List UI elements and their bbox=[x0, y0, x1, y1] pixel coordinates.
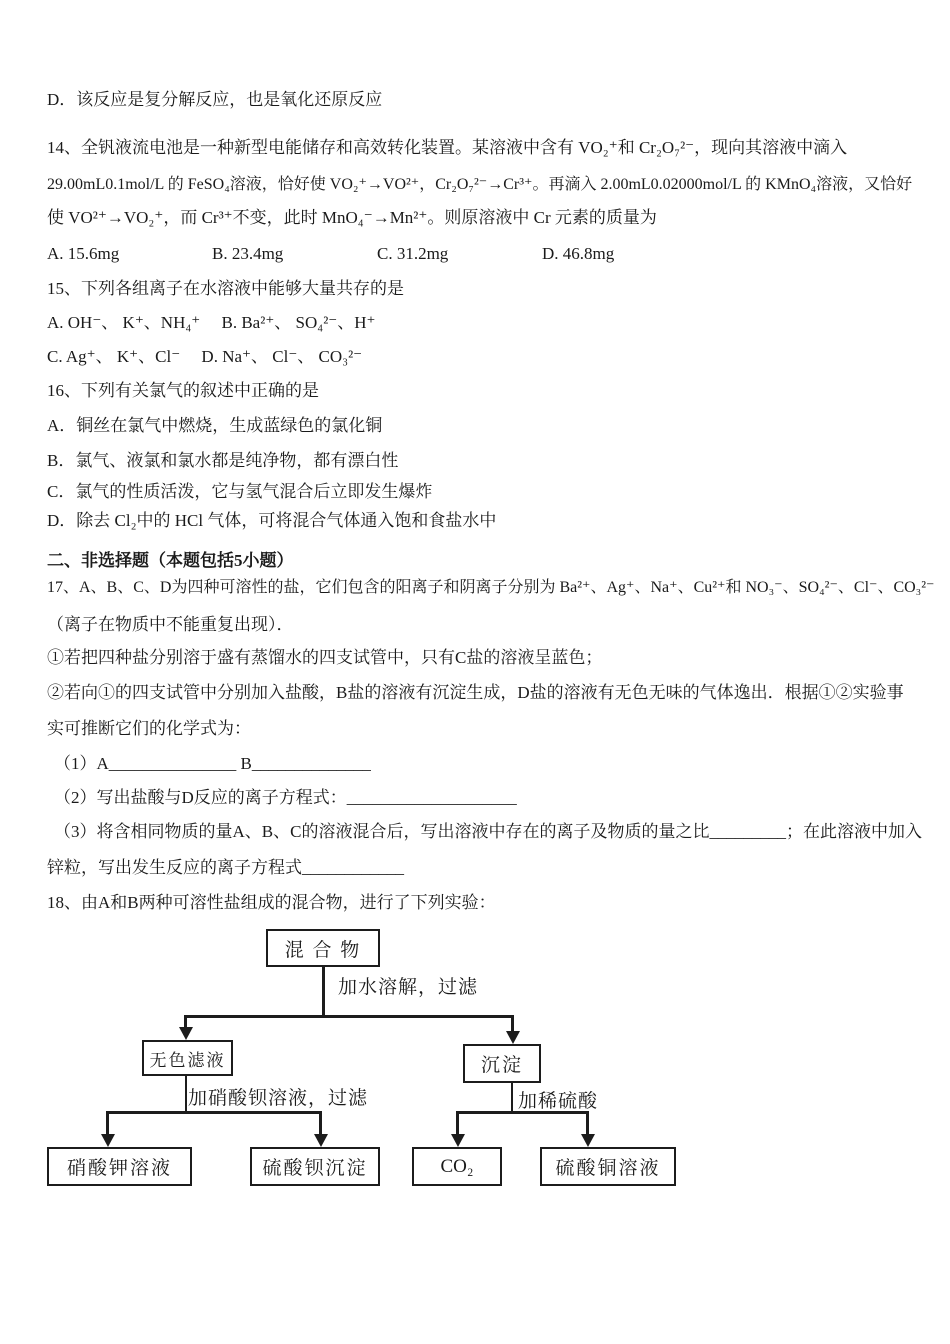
line-q13-option-d: D．该反应是复分解反应，也是氧化还原反应 bbox=[47, 90, 383, 109]
flow-arrow-to-cuso4 bbox=[581, 1134, 595, 1147]
line-q16-option-b: B．氯气、液氯和氯水都是纯净物，都有漂白性 bbox=[47, 451, 399, 470]
flow-arrow-to-co2 bbox=[451, 1134, 465, 1147]
q14-option-c: C. 31.2mg bbox=[377, 244, 449, 263]
q14-option-d: D. 46.8mg bbox=[542, 244, 615, 263]
flow-box-co2: CO₂ bbox=[412, 1147, 502, 1186]
line-q17-clue-2b: 实可推断它们的化学式为： bbox=[47, 719, 251, 738]
flow-connector-precipitate-down bbox=[511, 1081, 513, 1114]
q18-flowchart bbox=[0, 920, 950, 1230]
flow-connector-left-stem-3 bbox=[319, 1111, 322, 1136]
line-q16-option-c: C．氯气的性质活泼，它与氢气混合后立即发生爆炸 bbox=[47, 482, 433, 501]
flow-connector-right-stem-2 bbox=[456, 1111, 459, 1136]
flow-label-dissolve-filter: 加水溶解，过滤 bbox=[338, 977, 479, 998]
flow-box-baso4-precipitate: 硫酸钡沉淀 bbox=[250, 1147, 380, 1186]
flow-connector-mixture-down bbox=[322, 965, 325, 1017]
line-q17-stem-2: （离子在物质中不能重复出现）． bbox=[47, 615, 294, 634]
line-q15-options-cd: C. Ag⁺、 K⁺、Cl⁻ D. Na⁺、 Cl⁻、 CO₃²⁻ bbox=[47, 347, 363, 366]
section-2-header: 二、非选择题（本题包括5小题） bbox=[47, 551, 294, 570]
line-q14-stem-1: 14、全钒液流电池是一种新型电能储存和高效转化装置。某溶液中含有 VO₂⁺和 Cr₂O₇²⁻，现向其溶液中滴入 bbox=[47, 138, 848, 157]
q14-option-b: B. 23.4mg bbox=[212, 244, 284, 263]
flow-label-add-dilute-sulfuric-acid: 加稀硫酸 bbox=[518, 1091, 599, 1112]
line-q17-blank-3b: 锌粒，写出发生反应的离子方程式____________ bbox=[47, 858, 404, 877]
q14-options-row bbox=[47, 242, 614, 266]
line-q15-stem: 15、下列各组离子在水溶液中能够大量共存的是 bbox=[47, 279, 404, 298]
flow-box-kno3-solution: 硝酸钾溶液 bbox=[47, 1147, 192, 1186]
flow-connector-filtrate-down bbox=[185, 1074, 187, 1113]
line-q16-option-d: D．除去 Cl₂中的 HCl 气体，可将混合气体通入饱和食盐水中 bbox=[47, 511, 497, 530]
line-q17-blank-3: （3）将含相同物质的量A、B、C的溶液混合后，写出溶液中存在的离子及物质的量之比_________；在此溶液中加入 bbox=[54, 822, 922, 841]
line-q16-stem: 16、下列有关氯气的叙述中正确的是 bbox=[47, 381, 319, 400]
line-q15-options-ab: A. OH⁻、 K⁺、NH₄⁺ B. Ba²⁺、 SO₄²⁻、H⁺ bbox=[47, 313, 376, 332]
line-q14-stem-3: 使 VO²⁺→VO₂⁺，而 Cr³⁺不变，此时 MnO₄⁻→Mn²⁺。则原溶液中 Cr 元素的质量为 bbox=[47, 208, 657, 227]
line-q17-blank-1: （1）A_______________ B______________ bbox=[54, 754, 371, 773]
line-q16-option-a: A．铜丝在氯气中燃烧，生成蓝绿色的氯化铜 bbox=[47, 416, 383, 435]
line-q17-clue-2: ②若向①的四支试管中分别加入盐酸，B盐的溶液有沉淀生成，D盐的溶液有无色无味的气体逸出．根据①②实验事 bbox=[47, 683, 904, 702]
flow-connector-split-2 bbox=[106, 1111, 322, 1114]
flow-box-cuso4-solution: 硫酸铜溶液 bbox=[540, 1147, 676, 1186]
line-q18-stem: 18、由A和B两种可溶性盐组成的混合物，进行了下列实验： bbox=[47, 893, 496, 912]
line-q17-clue-1: ①若把四种盐分别溶于盛有蒸馏水的四支试管中，只有C盐的溶液呈蓝色； bbox=[47, 648, 603, 667]
flow-arrow-to-kno3 bbox=[101, 1134, 115, 1147]
line-q17-blank-2: （2）写出盐酸与D反应的离子方程式：____________________ bbox=[54, 788, 517, 807]
line-q14-stem-2: 29.00mL0.1mol/L 的 FeSO₄溶液，恰好使 VO₂⁺→VO²⁺，Cr₂O₇²⁻→Cr³⁺。再滴入 2.00mL0.02000mol/L 的 KMnO₄溶液，又恰好 bbox=[47, 176, 913, 193]
flow-connector-right-stem-3 bbox=[586, 1111, 589, 1136]
flow-arrow-to-filtrate bbox=[179, 1027, 193, 1040]
flow-label-add-barium-nitrate: 加硝酸钡溶液，过滤 bbox=[188, 1088, 369, 1109]
flow-arrow-to-precipitate bbox=[506, 1031, 520, 1044]
flow-arrow-to-baso4 bbox=[314, 1134, 328, 1147]
flow-connector-split-1 bbox=[184, 1015, 514, 1018]
q14-option-a: A. 15.6mg bbox=[47, 244, 120, 263]
flow-connector-left-stem-2 bbox=[106, 1111, 109, 1136]
flow-box-mixture: 混 合 物 bbox=[266, 929, 380, 967]
flow-box-filtrate: 无色滤液 bbox=[142, 1040, 233, 1076]
flow-box-precipitate: 沉淀 bbox=[463, 1044, 541, 1083]
line-q17-stem-1: 17、A、B、C、D为四种可溶性的盐，它们包含的阳离子和阴离子分别为 Ba²⁺、Ag⁺、Na⁺、Cu²⁺和 NO₃⁻、SO₄²⁻、Cl⁻、CO₃²⁻ bbox=[47, 579, 935, 596]
